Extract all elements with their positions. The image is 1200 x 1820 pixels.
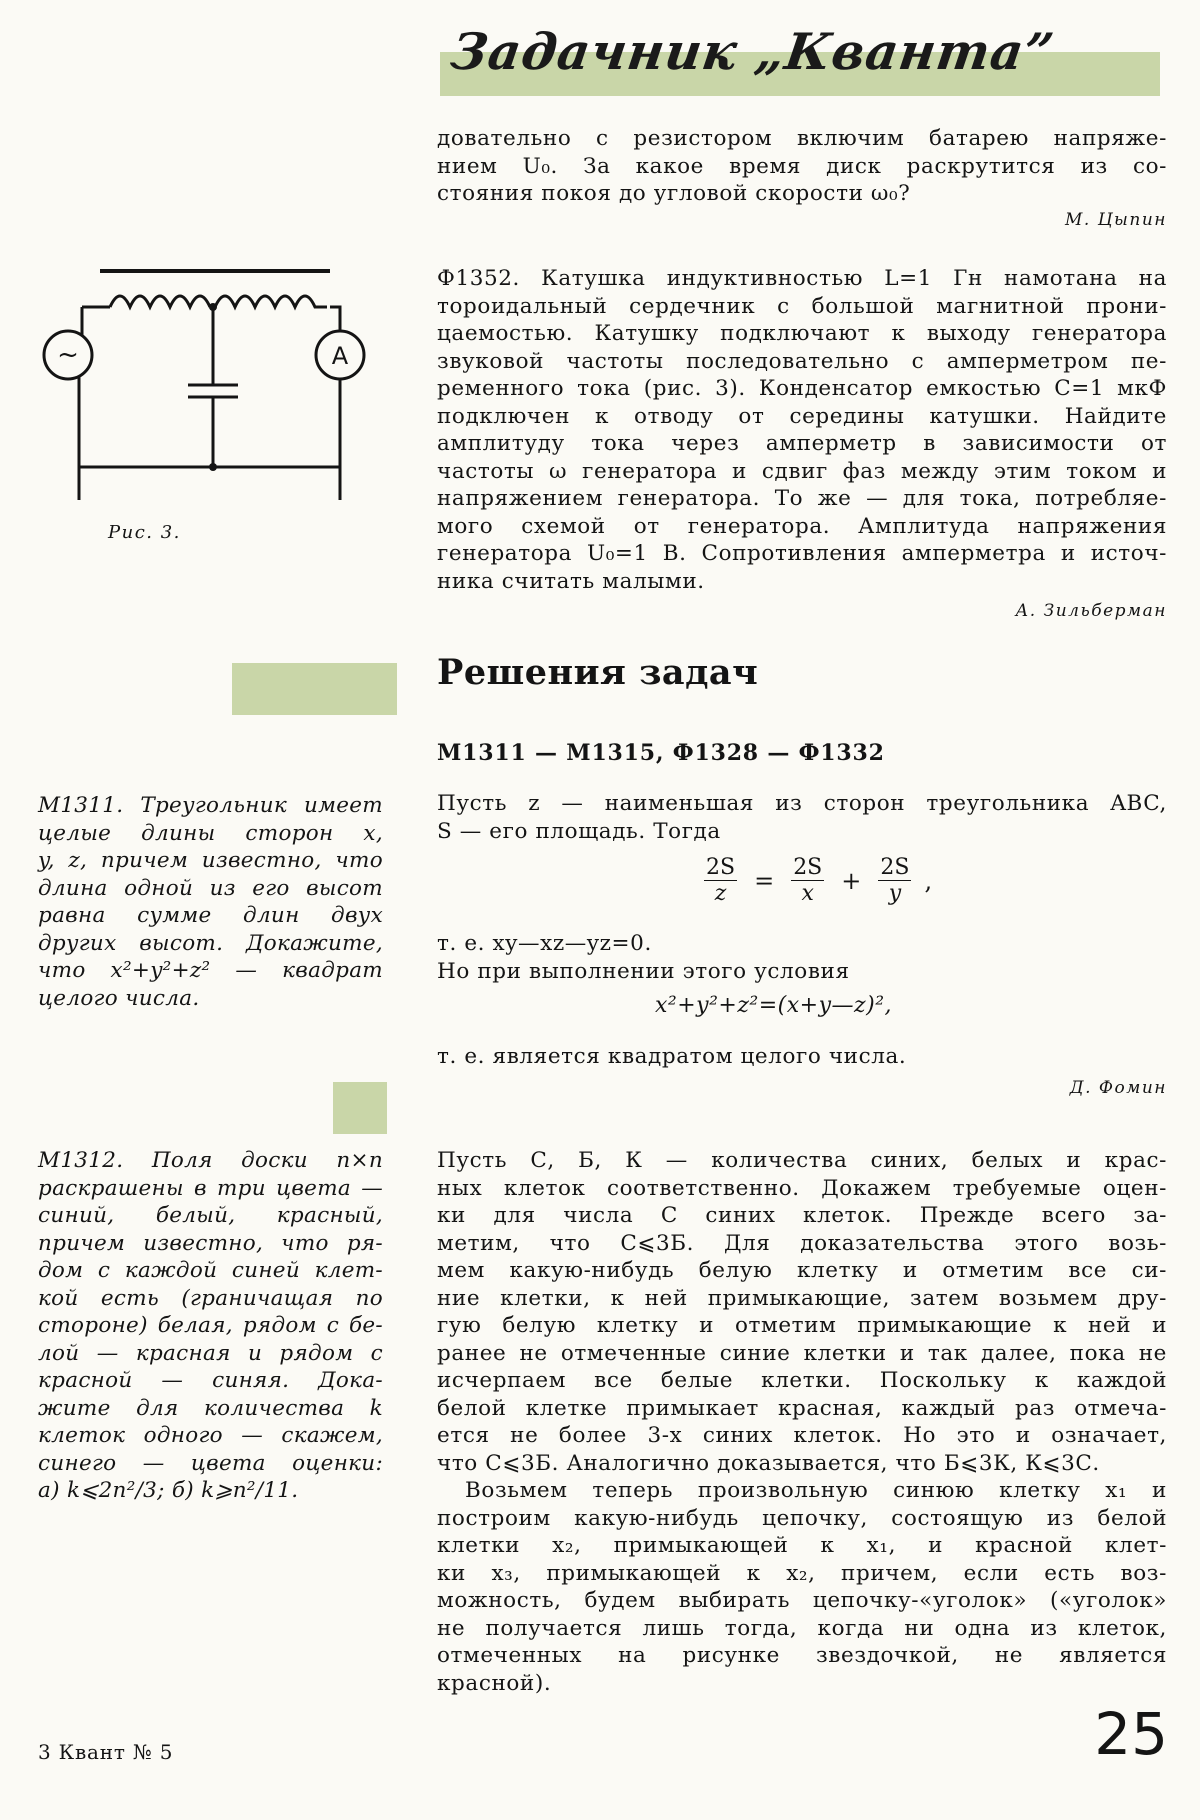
text-line: амплитуду тока через амперметр в зависимости от xyxy=(437,431,1167,456)
numerator: 2S xyxy=(706,855,736,880)
header-title xyxy=(444,22,1058,102)
text-line: стороне) белая, рядом с бе- xyxy=(38,1313,383,1338)
author-signature: М. Цыпин xyxy=(1065,209,1167,230)
text-line: красной — синяя. Дока- xyxy=(38,1368,383,1393)
text-line: ременного тока (рис. 3). Конденсатор емкостью C=1 мкФ xyxy=(437,376,1167,401)
text-line: синего — цвета оценки: xyxy=(38,1450,383,1476)
fraction xyxy=(878,855,911,906)
text-line: М1311. Треугольник имеет xyxy=(38,793,383,818)
figure-caption: Рис. 3. xyxy=(108,522,181,543)
text-line: Пусть С, Б, К — количества синих, белых и крас- xyxy=(437,1148,1167,1173)
problem-f1352 xyxy=(437,265,1167,621)
operator: + xyxy=(841,866,862,895)
text-line: нием U₀. За какое время диск раскрутится из со- xyxy=(437,153,1167,179)
text-line: можность, будем выбирать цепочку-«уголок» («уголок» xyxy=(437,1588,1167,1613)
coil-right xyxy=(215,296,327,307)
text-line: кой есть (граничащая по xyxy=(38,1285,383,1311)
text-line: мем какую-нибудь белую клетку и отметим все си- xyxy=(437,1258,1167,1283)
text-line: лой — красная и рядом с xyxy=(38,1340,383,1366)
text-line: ранее не отмеченные синие клетки и так далее, пока не xyxy=(437,1340,1167,1366)
junction-dot-bottom xyxy=(209,463,217,471)
text-line: отмеченных на рисунке звездочкой, не является xyxy=(437,1643,1167,1668)
formula-heights xyxy=(700,855,938,906)
text-line: Возьмем теперь произвольную синюю клетку x₁ и xyxy=(465,1478,1167,1503)
m1311-statement xyxy=(38,792,383,1012)
text-line: Ф1352. Катушка индуктивностью L=1 Гн намотана на xyxy=(437,266,1167,291)
text-line: y, z, причем известно, что xyxy=(38,848,383,873)
text-line: равна сумме длин двух xyxy=(38,903,383,928)
author-signature: Д. Фомин xyxy=(1069,1078,1167,1098)
text-line: ника считать малыми. xyxy=(437,568,705,594)
numerator: 2S xyxy=(793,855,823,880)
text-line: S — его площадь. Тогда xyxy=(437,818,721,844)
coil-left xyxy=(110,296,210,307)
text-line: ется не более 3-х синих клеток. Но это и означает, xyxy=(437,1423,1167,1448)
generator-symbol-label: ~ xyxy=(57,340,79,370)
text-line: частоты ω генератора и сдвиг фаз между этим током и xyxy=(437,458,1167,484)
text-line: звуковой частоты последовательно с амперметром пе- xyxy=(437,348,1167,374)
text-line: Но при выполнении этого условия xyxy=(437,959,850,984)
text-line: исчерпаем все белые клетки. Поскольку к каждой xyxy=(437,1368,1167,1393)
section-band xyxy=(232,663,397,715)
text-line: мого схемой от генератора. Амплитуда напряжения xyxy=(437,513,1167,539)
text-line: генератора U₀=1 В. Сопротивления амперметра и источ- xyxy=(437,541,1167,566)
text-line: ных клеток соответственно. Докажем требуемые оцен- xyxy=(437,1175,1167,1201)
text-line: клеток одного — скажем, xyxy=(38,1423,383,1448)
text-line: метим, что С⩽3Б. Для доказательства этого возь- xyxy=(437,1230,1167,1256)
text-line: М1312. Поля доски n×n xyxy=(38,1148,383,1173)
text-line: тороидальный сердечник с большой магнитной прони- xyxy=(437,293,1167,319)
text-line: напряжением генератора. То же — для тока, потребляе- xyxy=(437,486,1167,511)
text-line: стояния покоя до угловой скорости ω₀? xyxy=(437,181,911,206)
text-line: дом с каждой синей клет- xyxy=(38,1258,383,1283)
operator: = xyxy=(754,866,775,895)
denominator: x xyxy=(801,881,814,906)
text-line: других высот. Докажите, xyxy=(38,930,383,956)
ammeter-symbol-label: A xyxy=(331,342,349,370)
section-band xyxy=(333,1082,387,1134)
text-line: целые длины сторон x, xyxy=(38,820,383,846)
text-line: красной). xyxy=(437,1670,552,1696)
fraction xyxy=(791,855,824,906)
formula-square: x²+y²+z²=(x+y—z)², xyxy=(655,993,893,1018)
text-line: причем известно, что ря- xyxy=(38,1230,383,1256)
text-line: клетки x₂, примыкающей к x₁, и красной клет- xyxy=(437,1533,1167,1558)
text-line: Пусть z — наименьшая из сторон треугольника ABC, xyxy=(437,791,1167,816)
m1312-solution xyxy=(437,1147,1167,1697)
denominator: y xyxy=(888,881,902,906)
text-line: а) k⩽2n²/3; б) k⩾n²/11. xyxy=(38,1478,299,1503)
section-heading: Решения задач xyxy=(437,652,759,693)
text-line: белой клетке примыкает красная, каждый раз отмеча- xyxy=(437,1395,1167,1421)
circuit-diagram xyxy=(30,255,400,500)
text-line: что С⩽3Б. Аналогично доказывается, что Б⩽3К, К⩽3С. xyxy=(437,1450,1100,1476)
header-title-text: Задачник „Кванта” xyxy=(447,22,1059,81)
m1311-solution xyxy=(437,790,1167,845)
text-line: раскрашены в три цвета — xyxy=(38,1175,383,1201)
text-line: длина одной из его высот xyxy=(38,875,383,901)
text-line: довательно с резистором включим батарею напряже- xyxy=(437,126,1167,151)
author-signature: А. Зильберман xyxy=(1015,601,1167,621)
punctuation: , xyxy=(924,866,933,895)
denominator: z xyxy=(714,881,727,906)
text-line: целого числа. xyxy=(38,985,200,1011)
text-line: гую белую клетку и отметим примыкающие к ней и xyxy=(437,1313,1167,1338)
junction-dot-top xyxy=(209,303,217,311)
text-line: ки x₃, примыкающей к x₂, причем, если есть воз- xyxy=(437,1560,1167,1586)
text-line: что x²+y²+z² — квадрат xyxy=(38,958,383,983)
text-line: ние клетки, к ней примыкающие, затем возьмем дру- xyxy=(437,1285,1167,1311)
text-line: т. е. является квадратом целого числа. xyxy=(437,1044,907,1069)
text-line: т. е. xy—xz—yz=0. xyxy=(437,931,652,956)
m1312-statement xyxy=(38,1147,383,1505)
text-line: цаемостью. Катушку подключают к выходу генератора xyxy=(437,321,1167,346)
text-line: синий, белый, красный, xyxy=(38,1203,383,1228)
issue-label: 3 Квант № 5 xyxy=(38,1740,174,1764)
text-line: ки для числа С синих клеток. Прежде всего за- xyxy=(437,1203,1167,1228)
prev-problem-tail xyxy=(437,125,1167,230)
fraction xyxy=(704,855,737,906)
text-line: не получается лишь тогда, когда ни одна из клеток, xyxy=(437,1615,1167,1641)
text-line: построим какую-нибудь цепочку, состоящую из белой xyxy=(437,1505,1167,1531)
numerator: 2S xyxy=(880,855,910,880)
text-line: подключен к отводу от середины катушки. Найдите xyxy=(437,403,1167,429)
text-line: жите для количества k xyxy=(38,1395,383,1421)
section-subheading: М1311 — М1315, Ф1328 — Ф1332 xyxy=(437,740,885,766)
page-number: 25 xyxy=(1094,1700,1168,1768)
